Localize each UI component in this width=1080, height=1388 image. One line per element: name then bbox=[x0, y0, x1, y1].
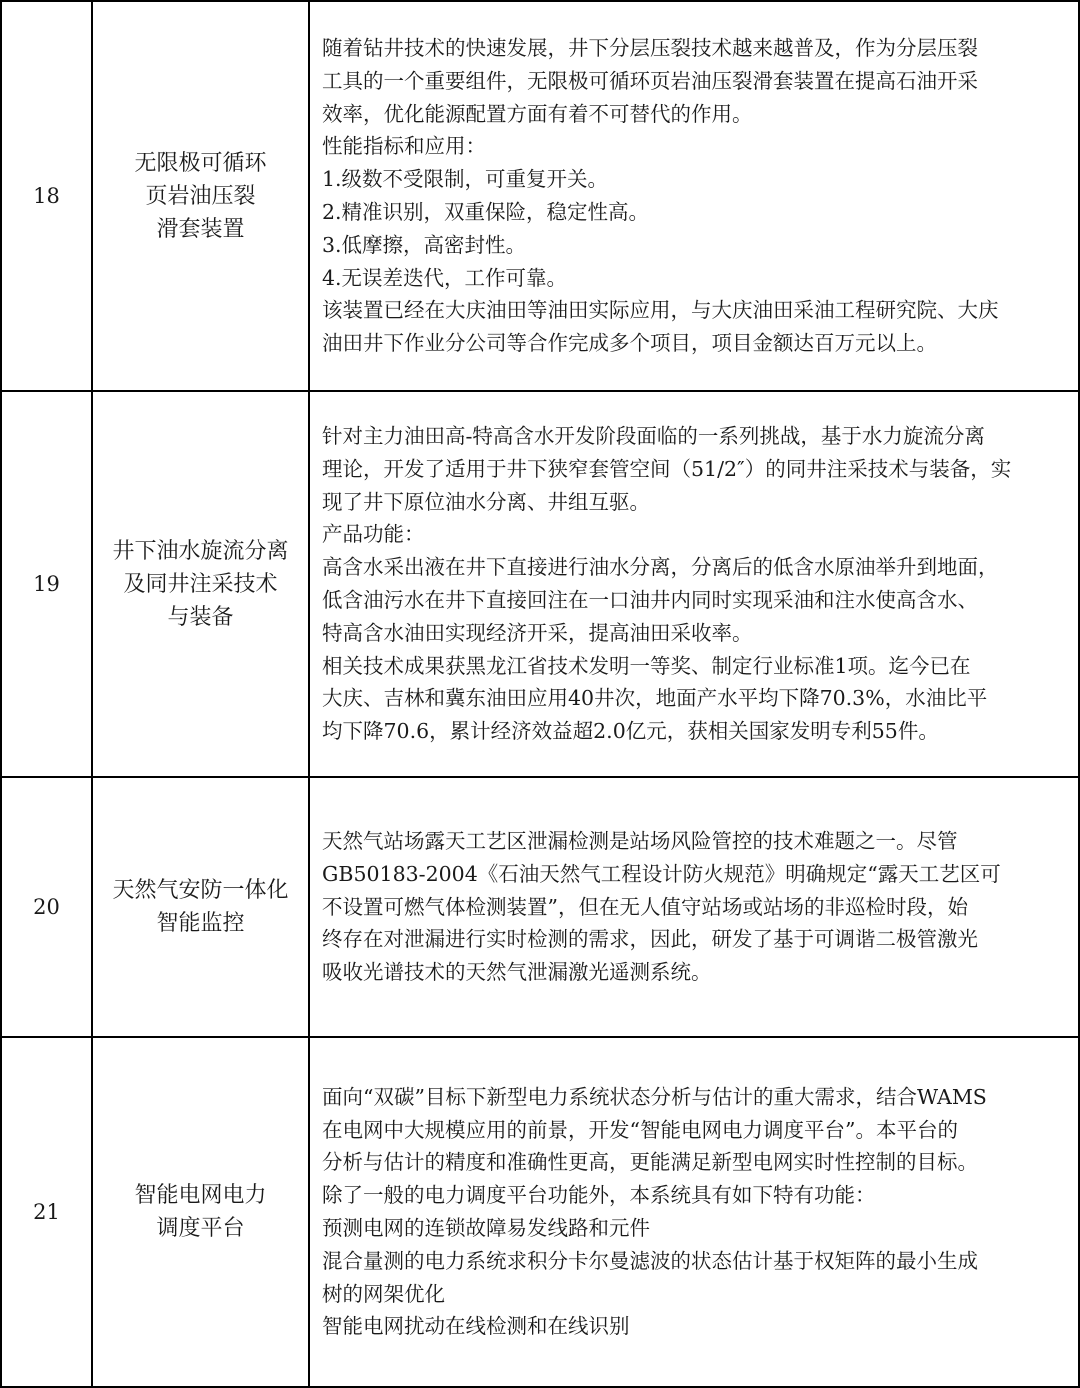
project-name-line: 智能监控 bbox=[156, 911, 245, 936]
description-line: 理论，开发了适用于井下狭窄套管空间（51/2″）的同井注采技术与装备，实 bbox=[322, 456, 1012, 481]
row-number: 19 bbox=[1, 391, 92, 777]
description-line: 高含水采出液在井下直接进行油水分离，分离后的低含水原油举升到地面， bbox=[322, 555, 999, 580]
description-line: 相关技术成果获黑龙江省技术发明一等奖、制定行业标准1项。迄今已在 bbox=[322, 653, 971, 678]
description-line: 针对主力油田高-特高含水开发阶段面临的一系列挑战，基于水力旋流分离 bbox=[322, 424, 985, 449]
description-line: 特高含水油田实现经济开采，提高油田采收率。 bbox=[322, 620, 753, 645]
description-line: 产品功能： bbox=[322, 522, 425, 547]
table-row bbox=[1, 391, 1079, 777]
description-line: 预测电网的连锁故障易发线路和元件 bbox=[322, 1216, 650, 1240]
description-line: 1.级数不受限制，可重复开关。 bbox=[322, 167, 609, 192]
project-name bbox=[92, 391, 309, 777]
project-name-line: 井下油水旋流分离 bbox=[112, 538, 289, 564]
project-description bbox=[309, 391, 1079, 777]
description-line: 随着钻井技术的快速发展，井下分层压裂技术越来越普及，作为分层压裂 bbox=[322, 36, 978, 61]
description-line: 大庆、吉林和冀东油田应用40井次，地面产水平均下降70.3%，水油比平 bbox=[322, 686, 988, 711]
project-name-line: 智能电网电力 bbox=[134, 1183, 267, 1208]
project-name bbox=[92, 1037, 309, 1387]
table-row bbox=[1, 1037, 1079, 1387]
description-line: 2.精准识别，双重保险，稳定性高。 bbox=[322, 200, 650, 224]
project-name bbox=[92, 1, 309, 391]
project-name-line: 及同井注采技术 bbox=[123, 571, 278, 597]
project-name-line: 调度平台 bbox=[156, 1216, 245, 1241]
row-number: 20 bbox=[1, 777, 92, 1037]
description-line: 面向“双碳”目标下新型电力系统状态分析与估计的重大需求，结合WAMS bbox=[322, 1084, 987, 1109]
description-line: 天然气站场露天工艺区泄漏检测是站场风险管控的技术难题之一。尽管 bbox=[322, 829, 958, 853]
description-line: 不设置可燃气体检测装置”，但在无人值守站场或站场的非巡检时段，始 bbox=[322, 894, 968, 919]
description-line: 4.无误差迭代，工作可靠。 bbox=[322, 265, 568, 290]
row-number: 21 bbox=[1, 1037, 92, 1387]
description-line: 终存在对泄漏进行实时检测的需求，因此，研发了基于可调谐二极管激光 bbox=[322, 927, 978, 952]
description-line: 3.低摩擦，高密封性。 bbox=[322, 232, 527, 257]
description-line: 性能指标和应用： bbox=[322, 134, 486, 159]
description-line: 工具的一个重要组件，无限极可循环页岩油压裂滑套装置在提高石油开采 bbox=[322, 68, 978, 93]
description-line: 低含油污水在井下直接回注在一口油井内同时实现采油和注水使高含水、 bbox=[322, 588, 978, 612]
description-line: 效率，优化能源配置方面有着不可替代的作用。 bbox=[322, 101, 753, 126]
row-number: 18 bbox=[1, 1, 92, 391]
description-line: 油田井下作业分公司等合作完成多个项目，项目金额达百万元以上。 bbox=[322, 331, 937, 356]
table-row bbox=[1, 1, 1079, 391]
project-name-line: 无限极可循环 bbox=[134, 150, 267, 176]
project-name-line: 滑套装置 bbox=[156, 216, 245, 242]
description-line: 均下降70.6，累计经济效益超2.0亿元，获相关国家发明专利55件。 bbox=[322, 719, 939, 744]
description-line: 吸收光谱技术的天然气泄漏激光遥测系统。 bbox=[322, 960, 712, 985]
description-line: GB50183-2004《石油天然气工程设计防火规范》明确规定“露天工艺区可 bbox=[322, 861, 1001, 886]
project-description bbox=[309, 1, 1079, 391]
project-description bbox=[309, 1037, 1079, 1387]
description-line: 在电网中大规模应用的前景，开发“智能电网电力调度平台”。本平台的 bbox=[322, 1117, 958, 1142]
description-line: 树的网架优化 bbox=[322, 1281, 445, 1306]
description-line: 混合量测的电力系统求积分卡尔曼滤波的状态估计基于权矩阵的最小生成 bbox=[322, 1248, 978, 1273]
description-line: 该装置已经在大庆油田等油田实际应用，与大庆油田采油工程研究院、大庆 bbox=[322, 298, 999, 323]
project-name-line: 页岩油压裂 bbox=[145, 183, 256, 209]
description-line: 现了井下原位油水分离、井组互驱。 bbox=[322, 489, 650, 514]
project-name-line: 与装备 bbox=[167, 604, 234, 630]
project-name bbox=[92, 777, 309, 1037]
description-line: 分析与估计的精度和准确性更高，更能满足新型电网实时性控制的目标。 bbox=[322, 1150, 978, 1175]
description-line: 智能电网扰动在线检测和在线识别 bbox=[322, 1314, 630, 1339]
project-description bbox=[309, 777, 1079, 1037]
table-row bbox=[1, 777, 1079, 1037]
description-line: 除了一般的电力调度平台功能外，本系统具有如下特有功能： bbox=[322, 1183, 876, 1208]
project-name-line: 天然气安防一体化 bbox=[112, 878, 289, 903]
